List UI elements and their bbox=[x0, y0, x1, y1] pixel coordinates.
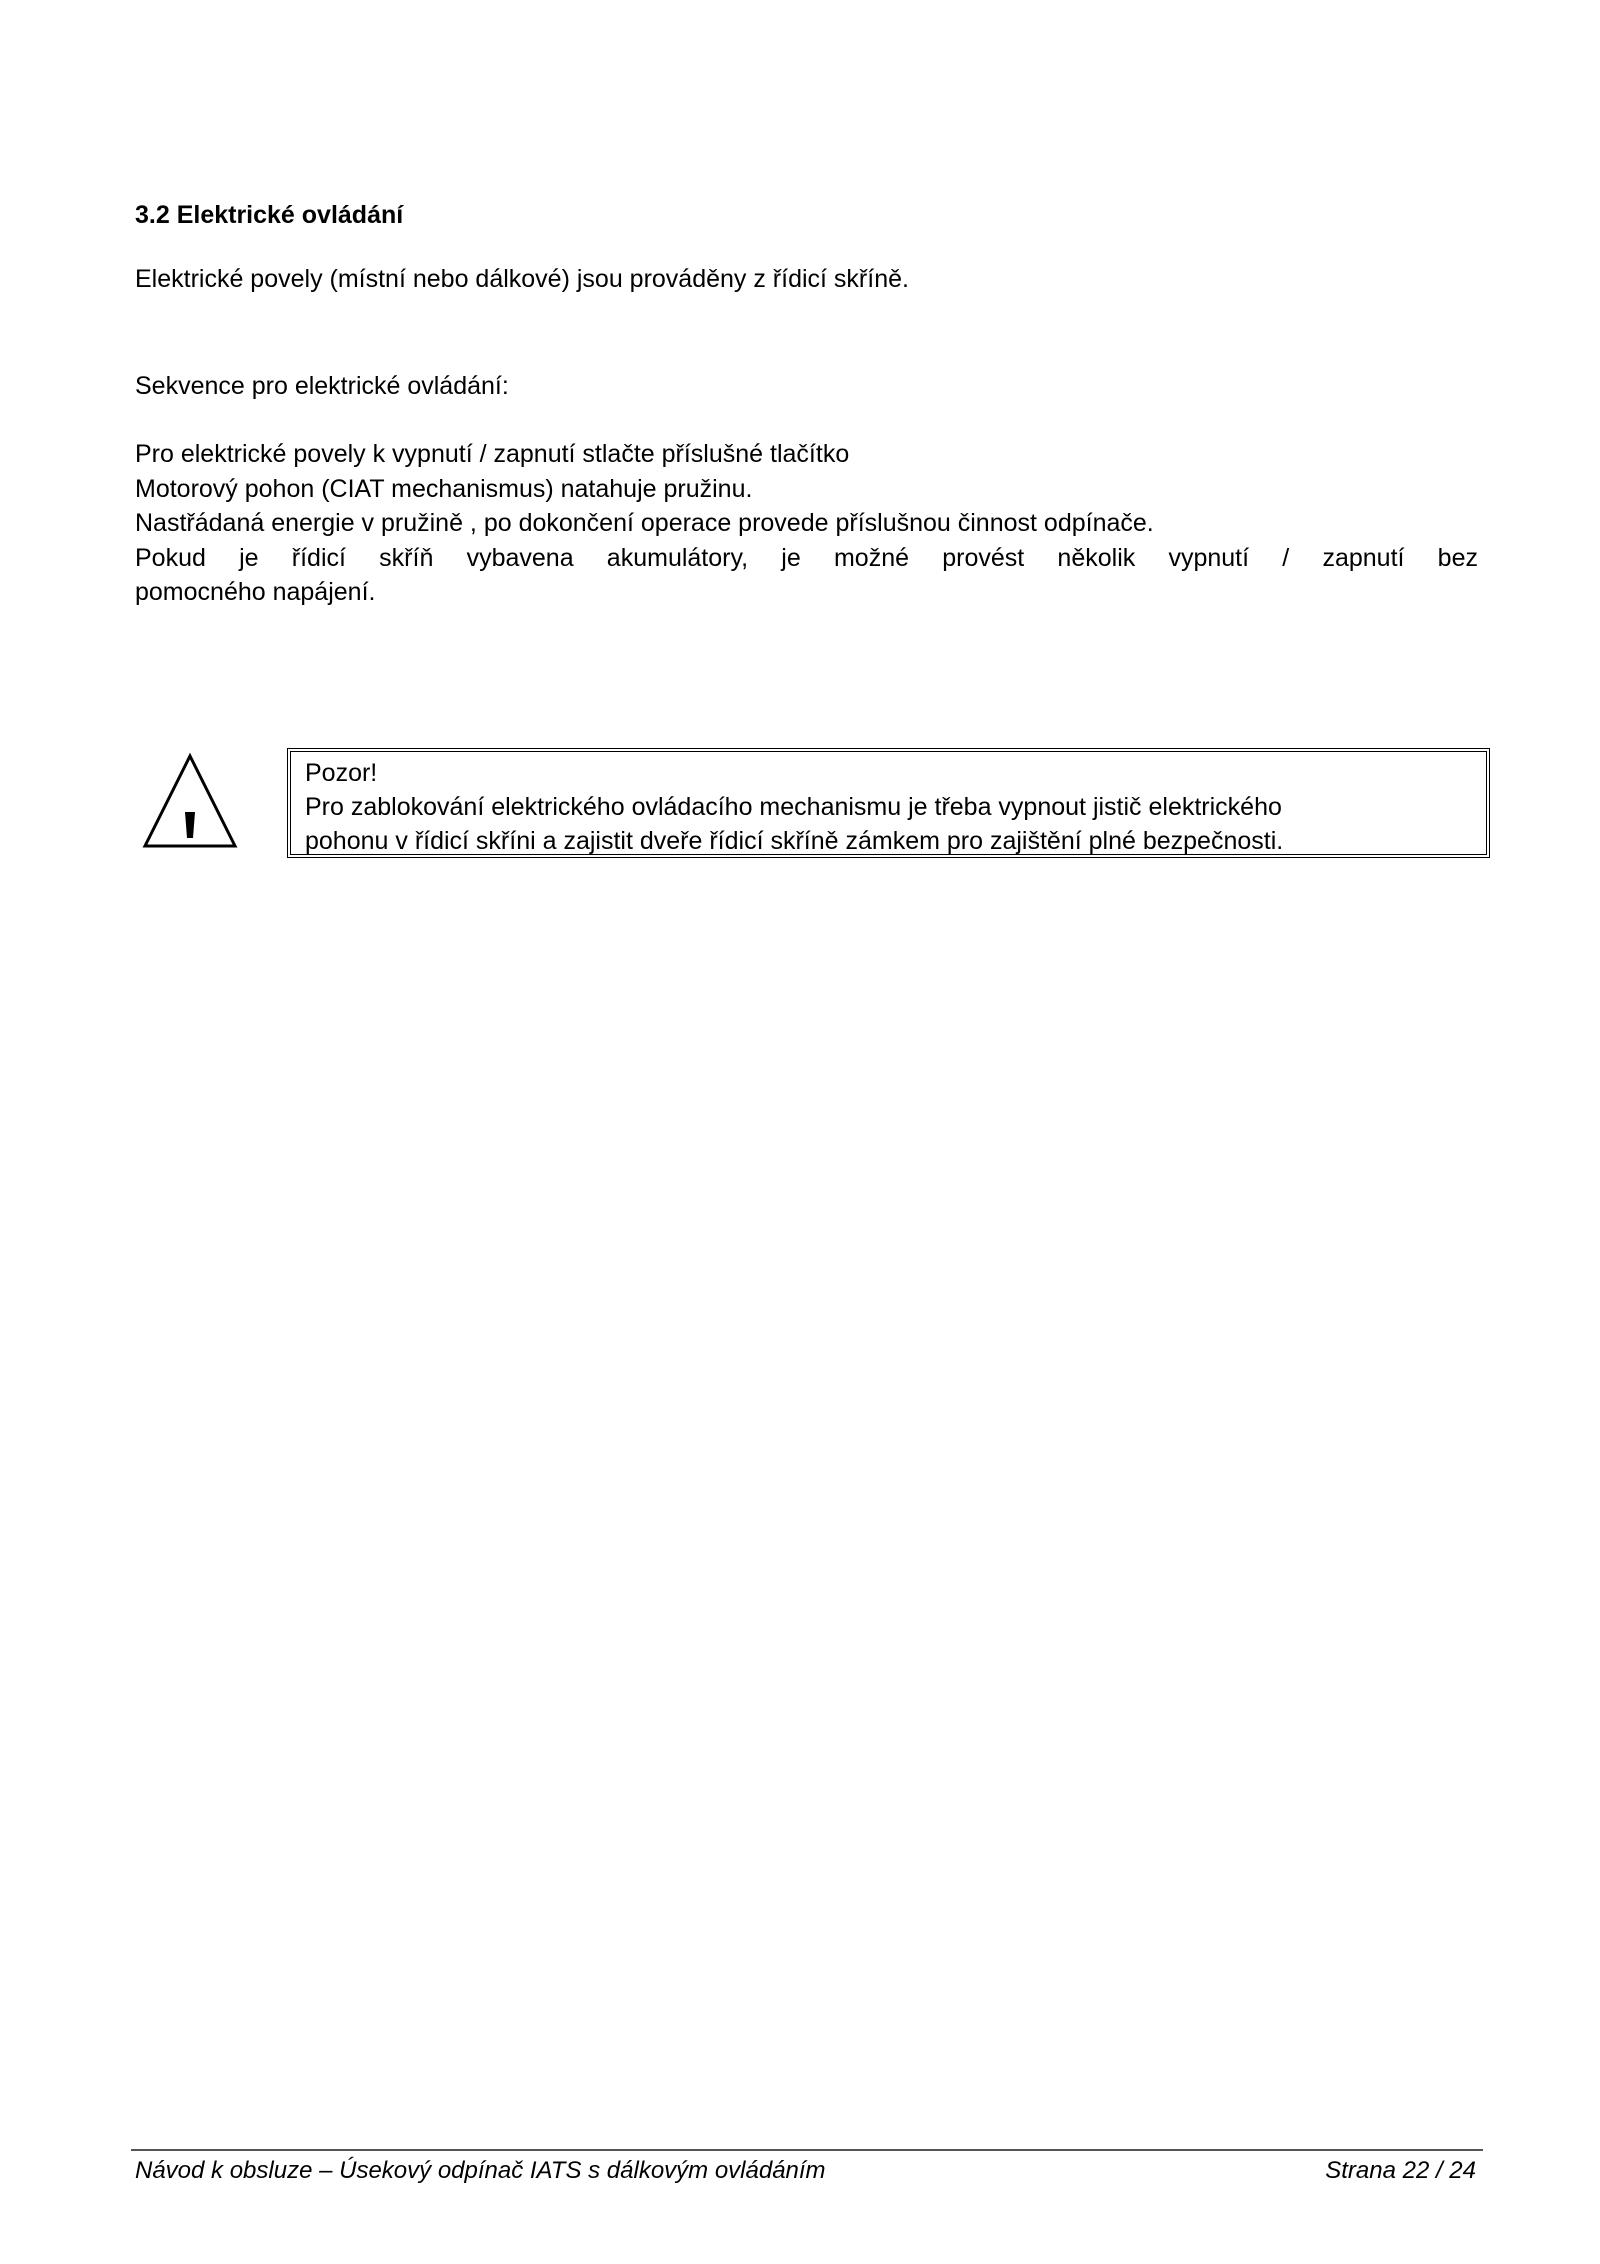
sequence-paragraph bbox=[135, 437, 1478, 610]
paragraph-line: Nastřádaná energie v pružině , po dokončení operace provede příslušnou činnost odpínače. bbox=[135, 509, 1154, 537]
warning-triangle-icon bbox=[141, 752, 239, 850]
paragraph-line: Pokud je řídicí skříň vybavena akumulátory, je možné provést několik vypnutí / zapnutí bez bbox=[135, 543, 1478, 572]
warning-title: Pozor! bbox=[305, 759, 378, 787]
paragraph-line: pomocného napájení. bbox=[135, 578, 376, 606]
paragraph-line: Pro elektrické povely k vypnutí / zapnutí stlačte příslušné tlačítko bbox=[135, 440, 850, 468]
warning-line: pohonu v řídicí skříni a zajistit dveře řídicí skříně zámkem pro zajištění plné bezpečnosti. bbox=[305, 827, 1284, 855]
section-heading: 3.2 Elektrické ovládání bbox=[135, 201, 404, 229]
sequence-label: Sekvence pro elektrické ovládání: bbox=[135, 372, 509, 400]
warning-line: Pro zablokování elektrického ovládacího mechanismu je třeba vypnout jistič elektrického bbox=[305, 793, 1282, 821]
intro-text: Elektrické povely (místní nebo dálkové) jsou prováděny z řídicí skříně. bbox=[135, 265, 909, 293]
warning-box bbox=[287, 748, 1490, 858]
footer-divider bbox=[131, 2149, 1483, 2151]
paragraph-line: Motorový pohon (CIAT mechanismus) natahuje pružinu. bbox=[135, 474, 753, 503]
footer-document-title: Návod k obsluze – Úsekový odpínač IATS s dálkovým ovládáním bbox=[135, 2157, 826, 2184]
footer-page-number: Strana 22 / 24 bbox=[1325, 2157, 1476, 2184]
